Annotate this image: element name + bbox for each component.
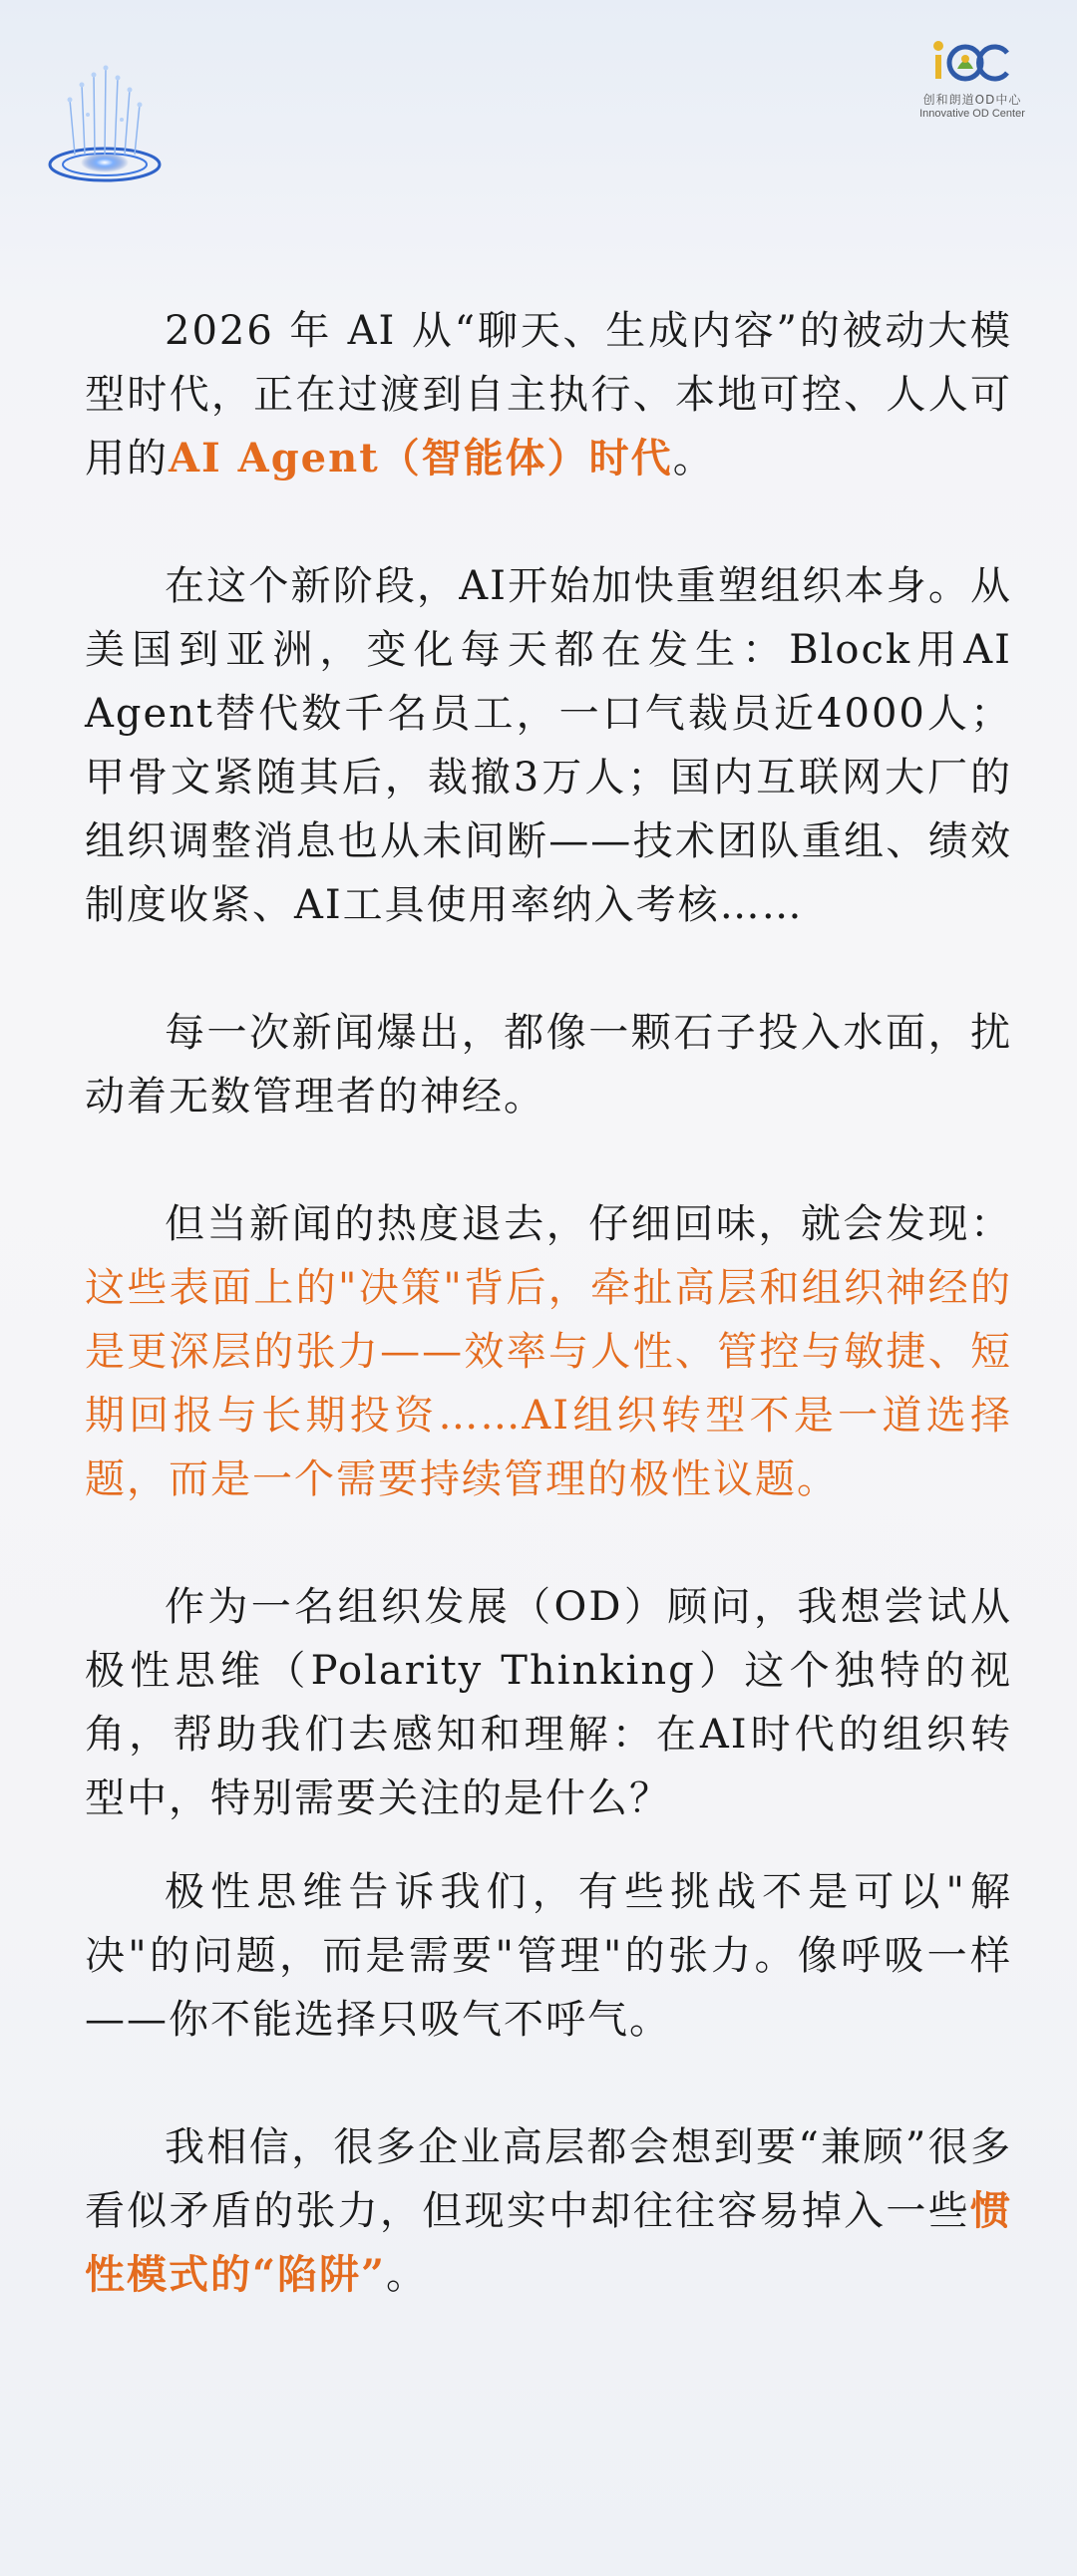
paragraph-5: 作为一名组织发展（OD）顾问，我想尝试从极性思维（Polarity Thinking）这个独特的视角，帮助我们去感知和理解：在AI时代的组织转型中，特别需要关注的是什么？ (85, 1584, 1012, 1821)
article-body (85, 299, 1012, 2307)
paragraph-6: 极性思维告诉我们，有些挑战不是可以"解决"的问题，而是需要"管理"的张力。像呼吸一样——你不能选择只吸气不呼气。 (85, 1869, 1012, 2043)
paragraph-3: 每一次新闻爆出，都像一颗石子投入水面，扰动着无数管理者的神经。 (85, 1010, 1012, 1120)
highlight-ai-agent: AI Agent（智能体）时代 (169, 435, 673, 482)
paragraph-1: 2026 年 AI 从“聊天、生成内容”的被动大模型时代，正在过渡到自主执行、本地可控、人人可用的AI Agent（智能体）时代。 (85, 308, 1012, 482)
ioc-logo-icon (927, 35, 1017, 85)
paragraph-2: 在这个新阶段，AI开始加快重塑组织本身。从美国到亚洲，变化每天都在发生：Block用AI Agent替代数千名员工，一口气裁员近4000人；甲骨文紧随其后，裁撤3万人；国内互联网大厂的组织调整消息也从未间断——技术团队重组、绩效制度收紧、AI工具使用率纳入考核…… (85, 563, 1012, 928)
paragraph-4: 但当新闻的热度退去，仔细回味，就会发现：这些表面上的"决策"背后，牵扯高层和组织神经的是更深层的张力——效率与人性、管控与敏捷、短期回报与长期投资……AI组织转型不是一道选择题，而是一个需要持续管理的极性议题。 (85, 1201, 1012, 1502)
brand-logo (902, 35, 1042, 125)
highlight-inertia-trap: 惯性模式的“陷阱” (85, 2187, 1012, 2298)
tech-hologram-logo (40, 60, 180, 189)
brand-cn-name: 创和朗道OD中心 (922, 93, 1022, 107)
paragraph-7: 我相信，很多企业高层都会想到要“兼顾”很多看似矛盾的张力，但现实中却往往容易掉入一些惯性模式的“陷阱”。 (85, 2124, 1012, 2298)
highlight-polarity-tension: 这些表面上的"决策"背后，牵扯高层和组织神经的是更深层的张力——效率与人性、管控与敏捷、短期回报与长期投资……AI组织转型不是一道选择题，而是一个需要持续管理的极性议题。 (85, 1265, 1012, 1502)
brand-en-name: Innovative OD Center (919, 108, 1025, 120)
